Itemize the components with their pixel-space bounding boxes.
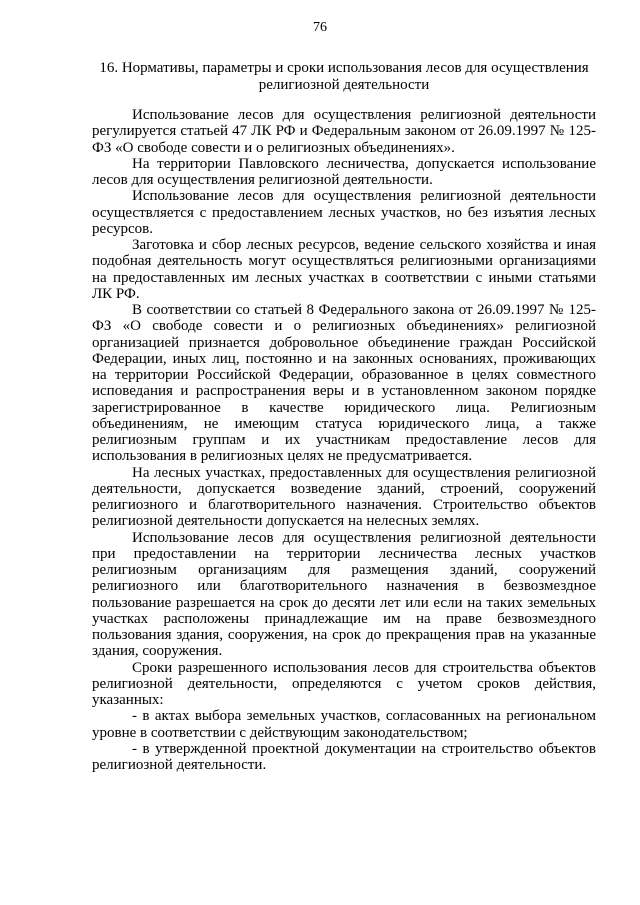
paragraph: Использование лесов для осуществления религиозной деятельности регулируется статьей 47 ЛК РФ и Федеральным законом от 26.09.1997 № 125-ФЗ «О свободе совести и о религиозных объединениях». — [92, 107, 596, 156]
paragraph: В соответствии со статьей 8 Федерального закона от 26.09.1997 № 125-ФЗ «О свободе совести и о религиозных объединениях» религиозной организацией признается добровольное объединение граждан Российской Федерации, иных лиц, постоянно и на законных основаниях, проживающих на территории Российской Федерации, образованное в целях совместного исповедания и распространения веры и в установленном законом порядке зарегистрированное в качестве юридического лица. Религиозным объединениям, не имеющим статуса юридического лица, а также религиозным группам и их участникам предоставление лесов для использования в религиозных целях не предусматривается. — [92, 302, 596, 465]
paragraph: Использование лесов для осуществления религиозной деятельности при предоставлении на территории лесничества лесных участков религиозным организациям для размещения зданий, сооружений религиозного или благотворительного назначения в безвозмездное пользование разрешается на срок до десяти лет или если на таких земельных участках расположены принадлежащие им на праве безвозмездного пользования здания, сооружения, на срок до прекращения прав на указанные здания, сооружения. — [92, 529, 596, 660]
list-item: - в утвержденной проектной документации на строительство объектов религиозной деятельности. — [92, 740, 596, 773]
list-item: - в актах выбора земельных участков, согласованных на региональном уровне в соответствии с действующим законодательством; — [92, 708, 596, 741]
document-body — [92, 107, 596, 773]
section-title: 16. Нормативы, параметры и сроки использования лесов для осуществления религиозной деятельности — [99, 60, 589, 93]
paragraph: Сроки разрешенного использования лесов для строительства объектов религиозной деятельности, определяются с учетом сроков действия, указанных: — [92, 659, 596, 708]
paragraph: На лесных участках, предоставленных для осуществления религиозной деятельности, допускается возведение зданий, строений, сооружений религиозного и благотворительного назначения. Строительство объектов религиозной деятельности допускается на нелесных землях. — [92, 464, 596, 530]
paragraph: На территории Павловского лесничества, допускается использование лесов для осуществления религиозной деятельности. — [92, 155, 596, 188]
page-number: 76 — [313, 20, 327, 35]
paragraph: Использование лесов для осуществления религиозной деятельности осуществляется с предоставлением лесных участков, но без изъятия лесных ресурсов. — [92, 188, 596, 237]
paragraph: Заготовка и сбор лесных ресурсов, ведение сельского хозяйства и иная подобная деятельность могут осуществляться религиозными организациями на предоставленных им лесных участках в соответствии с иными статьями ЛК РФ. — [92, 237, 596, 302]
